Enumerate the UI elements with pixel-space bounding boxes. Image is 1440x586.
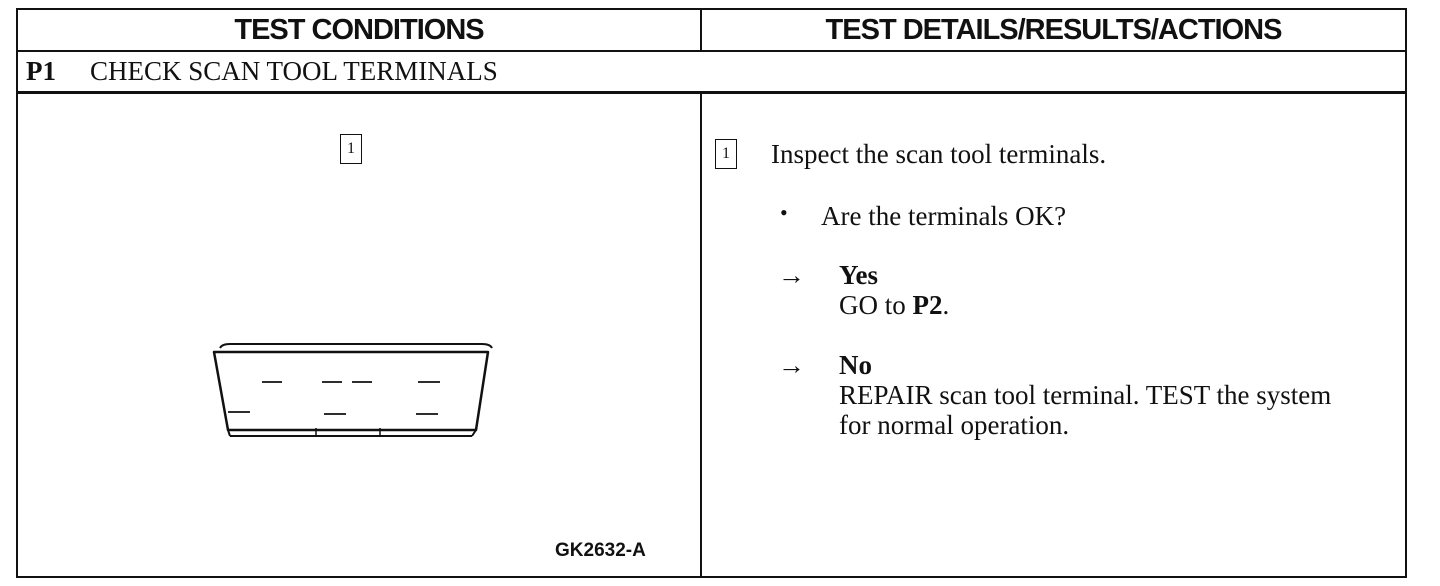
column-divider (700, 94, 702, 576)
yes-action-prefix: GO to (839, 290, 913, 320)
figure-code: GK2632-A (555, 540, 646, 561)
right-step-marker: 1 (715, 139, 737, 169)
step-id: P1 (26, 56, 56, 86)
yes-action-suffix: . (942, 290, 950, 320)
yes-arrow-icon: → (778, 260, 805, 290)
step-title: CHECK SCAN TOOL TERMINALS (90, 56, 498, 86)
no-arrow-icon: → (778, 350, 805, 380)
no-label: No (839, 350, 872, 380)
question-text: Are the terminals OK? (821, 201, 1067, 231)
bullet-icon: • (780, 200, 788, 225)
yes-action (839, 290, 949, 321)
yes-label: Yes (839, 260, 878, 290)
header-test-details: TEST DETAILS/RESULTS/ACTIONS (702, 10, 1405, 52)
diagnostic-table (16, 8, 1407, 578)
instruction-text: Inspect the scan tool terminals. (771, 139, 1107, 169)
no-action-line1: REPAIR scan tool terminal. TEST the system (839, 380, 1332, 410)
scan-tool-connector-icon (206, 340, 506, 440)
left-step-marker: 1 (340, 134, 362, 164)
header-test-conditions: TEST CONDITIONS (18, 10, 702, 52)
step-row (18, 52, 1405, 94)
no-action-line2: for normal operation. (839, 410, 1070, 440)
yes-action-target: P2 (912, 290, 943, 320)
